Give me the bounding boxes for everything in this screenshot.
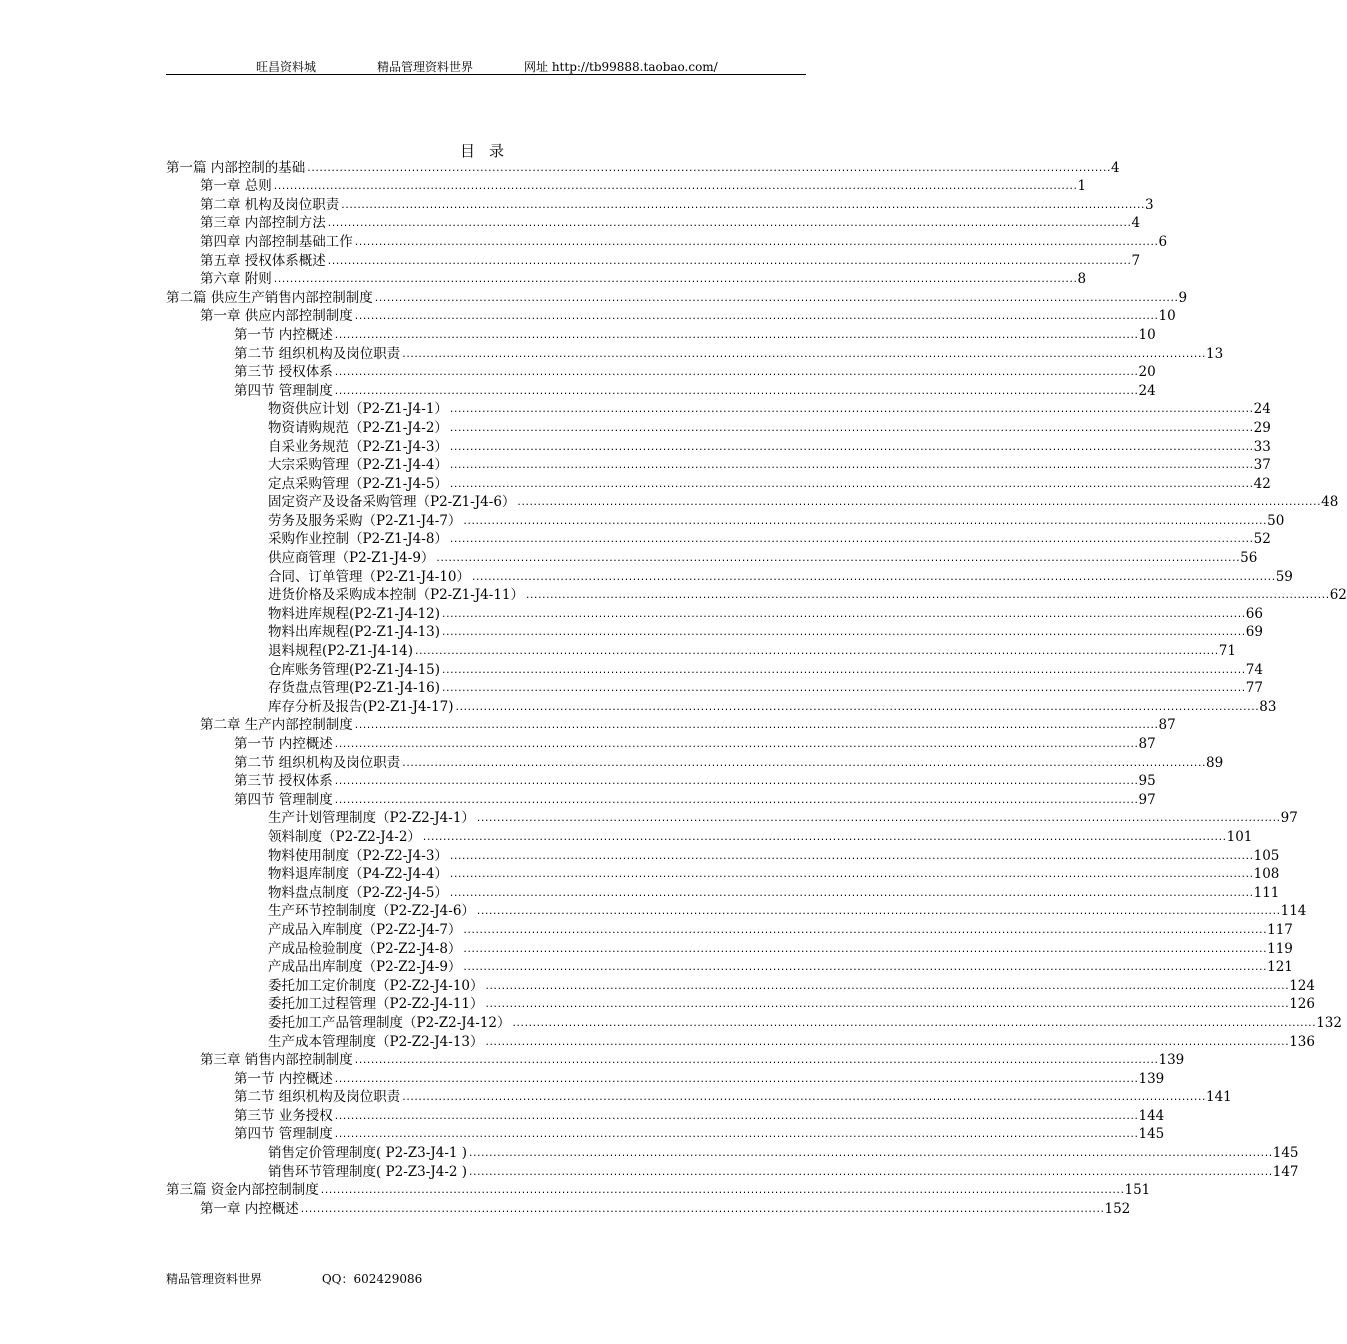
toc-entry-label: 第一节 内控概述: [234, 736, 333, 752]
toc-entry[interactable]: [166, 865, 1280, 884]
toc-dot-leader: ........................................................................................................................................................................................................: [333, 740, 1138, 750]
toc-entry-label: 退料规程(P2-Z1-J4-14): [268, 643, 414, 660]
toc-entry-label: 第一篇 内部控制的基础: [166, 159, 306, 176]
toc-entry-label: 第三节 授权体系: [234, 364, 333, 381]
toc-dot-leader: ........................................................................................................................................................................................................: [471, 572, 1275, 583]
toc-entry-label: 第一节 内控概述: [234, 1070, 333, 1087]
toc-dot-leader: ........................................................................................................................................................................................................: [401, 758, 1205, 769]
toc-entry-label: 第四节 管理制度: [234, 791, 333, 808]
toc-entry[interactable]: [166, 734, 1156, 753]
toc-entry[interactable]: [166, 697, 1277, 716]
toc-entry-label: 物料盘点制度（P2-Z2-J4-5）: [268, 884, 448, 901]
toc-entry-page: 126: [1289, 996, 1315, 1013]
toc-dot-leader: ........................................................................................................................................................................................................: [333, 1111, 1138, 1122]
toc-entry-page: 74: [1245, 661, 1263, 678]
toc-entry-label: 大宗采购管理（P2-Z1-J4-4）: [268, 457, 448, 474]
toc-entry-page: 37: [1253, 457, 1271, 474]
toc-entry-label: 定点采购管理（P2-Z1-J4-5）: [268, 475, 448, 492]
toc-entry[interactable]: [166, 511, 1285, 530]
toc-entry-page: 87: [1158, 717, 1176, 734]
toc-entry-label: 第二篇 供应生产销售内部控制制度: [166, 289, 373, 306]
toc-entry-page: 144: [1138, 1107, 1165, 1124]
toc-entry[interactable]: [166, 530, 1271, 549]
toc-entry[interactable]: [166, 1051, 1185, 1070]
toc-dot-leader: ........................................................................................................................................................................................................: [333, 368, 1138, 379]
toc-entry-label: 自采业务规范（P2-Z1-J4-3）: [268, 438, 448, 455]
toc-entry[interactable]: [166, 772, 1156, 791]
toc-entry-page: 29: [1253, 419, 1271, 436]
toc-entry-label: 生产计划管理制度（P2-Z2-J4-1）: [268, 810, 475, 827]
toc-dot-leader: ........................................................................................................................................................................................................: [353, 312, 1158, 323]
toc-dot-leader: ........................................................................................................................................................................................................: [468, 1167, 1272, 1178]
toc-dot-leader: ........................................................................................................................................................................................................: [421, 832, 1226, 843]
toc-entry-page: 111: [1253, 884, 1280, 901]
toc-entry[interactable]: [166, 958, 1293, 977]
toc-entry[interactable]: [166, 641, 1236, 660]
toc-dot-leader: ........................................................................................................................................................................................................: [333, 386, 1138, 397]
toc-entry-page: 151: [1124, 1182, 1151, 1199]
toc-dot-leader: ........................................................................................................................................................................................................: [462, 925, 1267, 936]
toc-entry-label: 物料进库规程(P2-Z1-J4-12): [268, 605, 441, 622]
toc-entry-label: 销售环节管理制度( P2-Z3-J4-2 ): [268, 1163, 468, 1180]
toc-entry-label: 劳务及服务采购（P2-Z1-J4-7）: [268, 512, 462, 529]
toc-entry-label: 销售定价管理制度( P2-Z3-J4-1 ): [268, 1145, 468, 1162]
toc-entry-page: 6: [1158, 233, 1168, 250]
toc-entry-label: 第二节 组织机构及岗位职责: [234, 345, 401, 362]
toc-dot-leader: ........................................................................................................................................................................................................: [401, 349, 1205, 360]
toc-entry[interactable]: [166, 995, 1315, 1014]
toc-entry-page: 101: [1226, 828, 1253, 845]
toc-entry-label: 第三篇 资金内部控制制度: [166, 1182, 319, 1199]
toc-entry-label: 物资请购规范（P2-Z1-J4-2）: [268, 419, 448, 436]
toc-entry-page: 56: [1240, 550, 1258, 567]
toc-entry-label: 第三章 内部控制方法: [200, 215, 326, 232]
toc-entry[interactable]: [166, 158, 1120, 177]
toc-entry-page: 62: [1329, 587, 1347, 604]
toc-dot-leader: ........................................................................................................................................................................................................: [448, 423, 1253, 434]
toc-entry-label: 第六章 附则: [200, 271, 272, 288]
toc-entry[interactable]: [166, 1032, 1315, 1051]
toc-entry-label: 采购作业控制（P2-Z1-J4-8）: [268, 531, 448, 548]
toc-entry[interactable]: [166, 753, 1224, 772]
toc-dot-leader: ........................................................................................................................................................................................................: [448, 888, 1253, 899]
toc-dot-leader: ........................................................................................................................................................................................................: [441, 684, 1245, 695]
toc-dot-leader: ........................................................................................................................................................................................................: [333, 1130, 1138, 1141]
toc-entry-page: 33: [1253, 438, 1271, 455]
toc-entry[interactable]: [166, 920, 1293, 939]
toc-entry[interactable]: [166, 902, 1307, 921]
toc-dot-leader: ........................................................................................................................................................................................................: [272, 182, 1077, 193]
toc-entry[interactable]: [166, 232, 1168, 251]
toc-entry-label: 第二节 组织机构及岗位职责: [234, 1089, 401, 1106]
toc-dot-leader: ........................................................................................................................................................................................................: [484, 981, 1289, 992]
toc-entry-label: 产成品检验制度（P2-Z2-J4-8）: [268, 940, 462, 957]
toc-dot-leader: ........................................................................................................................................................................................................: [333, 795, 1138, 806]
toc-dot-leader: ........................................................................................................................................................................................................: [441, 609, 1245, 620]
toc-entry[interactable]: [166, 976, 1315, 995]
toc-entry[interactable]: [166, 270, 1087, 289]
toc-entry-label: 第二节 组织机构及岗位职责: [234, 754, 401, 771]
toc-entry-page: 105: [1253, 847, 1280, 864]
toc-entry-label: 第三章 销售内部控制制度: [200, 1052, 353, 1069]
toc-entry-label: 第一节 内控概述: [234, 326, 333, 343]
toc-entry-label: 第四节 管理制度: [234, 1126, 333, 1143]
toc-dot-leader: ........................................................................................................................................................................................................: [448, 461, 1253, 472]
toc-dot-leader: ........................................................................................................................................................................................................: [484, 1037, 1289, 1048]
toc-dot-leader: ........................................................................................................................................................................................................: [448, 535, 1253, 546]
toc-entry-page: 121: [1267, 959, 1293, 976]
toc-entry-label: 库存分析及报告(P2-Z1-J4-17): [268, 698, 454, 715]
toc-title: 目录: [459, 142, 518, 160]
toc-dot-leader: ........................................................................................................................................................................................................: [326, 256, 1131, 267]
toc-entry-page: 77: [1245, 680, 1263, 697]
toc-dot-leader: ........................................................................................................................................................................................................: [448, 405, 1253, 416]
toc-entry-label: 物料出库规程(P2-Z1-J4-13): [268, 624, 441, 641]
toc-entry-label: 供应商管理（P2-Z1-J4-9）: [268, 550, 435, 567]
footer-qq: QQ：602429086: [321, 1272, 423, 1286]
toc-entry-label: 第一章 内控概述: [200, 1200, 299, 1217]
toc-entry[interactable]: [166, 214, 1141, 233]
toc-dot-leader: ........................................................................................................................................................................................................: [414, 647, 1218, 658]
toc-dot-leader: ........................................................................................................................................................................................................: [462, 944, 1267, 955]
toc-entry-page: 139: [1158, 1052, 1185, 1069]
toc-entry[interactable]: [166, 623, 1263, 642]
toc-dot-leader: ........................................................................................................................................................................................................: [333, 777, 1138, 788]
toc-entry[interactable]: [166, 716, 1176, 735]
toc-entry-label: 委托加工产品管理制度（P2-Z2-J4-12）: [268, 1014, 511, 1031]
toc-entry-label: 仓库账务管理(P2-Z1-J4-15): [268, 661, 441, 678]
toc-dot-leader: ........................................................................................................................................................................................................: [441, 628, 1245, 639]
toc-entry-label: 委托加工过程管理（P2-Z2-J4-11）: [268, 996, 484, 1013]
toc-dot-leader: ........................................................................................................................................................................................................: [484, 1000, 1289, 1011]
toc-dot-leader: ........................................................................................................................................................................................................: [435, 554, 1240, 565]
toc-dot-leader: ........................................................................................................................................................................................................: [340, 200, 1144, 211]
page-footer: [166, 1270, 422, 1287]
toc-dot-leader: ........................................................................................................................................................................................................: [353, 1056, 1158, 1067]
page-header: [166, 57, 806, 75]
toc-entry-page: 24: [1253, 401, 1271, 418]
toc-entry-page: 145: [1272, 1145, 1299, 1162]
toc-entry-page: 20: [1138, 364, 1156, 381]
toc-entry-page: 124: [1289, 977, 1315, 994]
toc-entry-page: 108: [1253, 866, 1280, 883]
toc-entry-page: 119: [1267, 940, 1293, 957]
toc-entry[interactable]: [166, 846, 1280, 865]
toc-entry[interactable]: [166, 1013, 1342, 1032]
toc-entry[interactable]: [166, 493, 1339, 512]
toc-dot-leader: ........................................................................................................................................................................................................: [462, 963, 1267, 974]
toc-entry-page: 152: [1104, 1200, 1131, 1217]
toc-entry[interactable]: [166, 1143, 1299, 1162]
header-shop-name: 旺昌资料城: [256, 60, 317, 74]
toc-entry[interactable]: [166, 1162, 1299, 1181]
toc-entry[interactable]: [166, 604, 1263, 623]
toc-entry-label: 生产环节控制制度（P2-Z2-J4-6）: [268, 903, 475, 920]
toc-entry[interactable]: [166, 325, 1156, 344]
toc-entry[interactable]: [166, 1088, 1232, 1107]
toc-entry-page: 3: [1145, 196, 1154, 213]
toc-entry[interactable]: [166, 939, 1293, 958]
toc-entry[interactable]: [166, 660, 1263, 679]
toc-dot-leader: ........................................................................................................................................................................................................: [333, 1074, 1138, 1085]
toc-entry-label: 第三节 业务授权: [234, 1107, 333, 1124]
toc-entry[interactable]: [166, 567, 1293, 586]
toc-entry-label: 产成品入库制度（P2-Z2-J4-7）: [268, 921, 462, 938]
toc-entry[interactable]: [166, 679, 1263, 698]
toc-entry-page: 1: [1077, 178, 1087, 195]
toc-entry[interactable]: [166, 381, 1156, 400]
toc-entry-page: 97: [1138, 791, 1156, 808]
toc-entry-page: 4: [1111, 159, 1120, 176]
toc-dot-leader: ........................................................................................................................................................................................................: [306, 163, 1110, 174]
toc-entry-page: 114: [1280, 903, 1307, 920]
toc-entry-label: 第一章 供应内部控制制度: [200, 308, 353, 325]
toc-entry-page: 95: [1138, 773, 1156, 790]
toc-entry[interactable]: [166, 474, 1271, 493]
toc-entry[interactable]: [166, 456, 1271, 475]
toc-entry-label: 物料使用制度（P2-Z2-J4-3）: [268, 847, 448, 864]
toc-entry[interactable]: [166, 307, 1176, 326]
toc-entry[interactable]: [166, 1181, 1151, 1200]
toc-entry-page: 13: [1206, 345, 1224, 362]
toc-dot-leader: ........................................................................................................................................................................................................: [353, 237, 1158, 248]
toc-entry-page: 136: [1289, 1033, 1315, 1050]
toc-entry[interactable]: [166, 288, 1188, 307]
toc-dot-leader: ........................................................................................................................................................................................................: [448, 870, 1253, 881]
toc-entry[interactable]: [166, 548, 1258, 567]
toc-entry[interactable]: [166, 1106, 1165, 1125]
toc-entry[interactable]: [166, 195, 1154, 214]
toc-entry-page: 4: [1131, 215, 1141, 232]
toc-entry[interactable]: [166, 437, 1271, 456]
header-world-name: 精品管理资料世界: [377, 60, 474, 74]
toc-entry[interactable]: [166, 586, 1347, 605]
toc-entry-page: 145: [1138, 1126, 1165, 1143]
toc-dot-leader: ........................................................................................................................................................................................................: [448, 851, 1253, 862]
toc-dot-leader: ........................................................................................................................................................................................................: [516, 498, 1321, 509]
toc-entry-label: 第四章 内部控制基础工作: [200, 233, 353, 250]
toc-dot-leader: ........................................................................................................................................................................................................: [511, 1018, 1316, 1029]
toc-entry[interactable]: [166, 1069, 1165, 1088]
toc-entry-page: 48: [1321, 494, 1339, 511]
toc-entry-page: 71: [1218, 643, 1236, 660]
toc-dot-leader: ........................................................................................................................................................................................................: [475, 814, 1280, 825]
toc-entry-page: 42: [1253, 475, 1271, 492]
toc-dot-leader: ........................................................................................................................................................................................................: [373, 293, 1178, 304]
toc-dot-leader: ........................................................................................................................................................................................................: [319, 1186, 1124, 1197]
toc-entry[interactable]: [166, 363, 1156, 382]
toc-entry[interactable]: [166, 1125, 1165, 1144]
toc-entry-label: 生产成本管理制度（P2-Z2-J4-13）: [268, 1033, 484, 1050]
toc-dot-leader: ........................................................................................................................................................................................................: [525, 591, 1329, 602]
toc-entry-page: 9: [1178, 289, 1188, 306]
toc-dot-leader: ........................................................................................................................................................................................................: [299, 1204, 1104, 1215]
table-of-contents: [166, 158, 1347, 1218]
toc-entry-page: 147: [1272, 1163, 1299, 1180]
toc-entry-page: 10: [1138, 326, 1156, 343]
toc-entry-label: 固定资产及设备采购管理（P2-Z1-J4-6）: [268, 494, 516, 511]
toc-dot-leader: ........................................................................................................................................................................................................: [462, 516, 1267, 527]
toc-entry[interactable]: [166, 883, 1280, 902]
toc-entry-label: 第二章 生产内部控制制度: [200, 717, 353, 734]
toc-entry-label: 产成品出库制度（P2-Z2-J4-9）: [268, 959, 462, 976]
toc-entry-label: 物料退库制度（P4-Z2-J4-4）: [268, 866, 448, 883]
toc-entry[interactable]: [166, 809, 1298, 828]
toc-entry[interactable]: [166, 251, 1141, 270]
toc-entry-page: 52: [1253, 531, 1271, 548]
toc-dot-leader: ........................................................................................................................................................................................................: [468, 1149, 1272, 1160]
toc-dot-leader: ........................................................................................................................................................................................................: [441, 665, 1245, 676]
toc-dot-leader: ........................................................................................................................................................................................................: [333, 330, 1138, 341]
toc-entry-page: 66: [1245, 605, 1263, 622]
toc-entry-page: 59: [1275, 568, 1293, 585]
toc-entry[interactable]: [166, 177, 1087, 196]
toc-dot-leader: ........................................................................................................................................................................................................: [448, 442, 1253, 453]
toc-entry-page: 83: [1259, 698, 1277, 715]
toc-entry-page: 89: [1206, 754, 1224, 771]
toc-entry-label: 第三节 授权体系: [234, 773, 333, 790]
toc-entry-label: 合同、订单管理（P2-Z1-J4-10）: [268, 568, 471, 585]
toc-entry-label: 第一章 总则: [200, 178, 272, 195]
toc-entry-page: 24: [1138, 382, 1156, 399]
toc-entry-page: 117: [1267, 921, 1293, 938]
toc-entry-label: 第五章 授权体系概述: [200, 252, 326, 269]
toc-entry[interactable]: [166, 400, 1271, 419]
toc-entry-page: 132: [1316, 1014, 1342, 1031]
toc-entry-label: 进货价格及采购成本控制（P2-Z1-J4-11）: [268, 587, 525, 604]
toc-dot-leader: ........................................................................................................................................................................................................: [454, 702, 1259, 713]
toc-dot-leader: ........................................................................................................................................................................................................: [401, 1093, 1205, 1104]
toc-entry-label: 委托加工定价制度（P2-Z2-J4-10）: [268, 977, 484, 994]
toc-dot-leader: ........................................................................................................................................................................................................: [353, 721, 1158, 732]
toc-entry[interactable]: [166, 418, 1271, 437]
toc-entry[interactable]: [166, 790, 1156, 809]
toc-dot-leader: ........................................................................................................................................................................................................: [475, 907, 1280, 918]
toc-entry-page: 87: [1138, 736, 1156, 752]
toc-entry[interactable]: [166, 1199, 1131, 1218]
toc-entry-label: 存货盘点管理(P2-Z1-J4-16): [268, 680, 441, 697]
header-url[interactable]: 网址 http://tb99888.taobao.com/: [524, 60, 718, 74]
toc-entry-page: 69: [1245, 624, 1263, 641]
toc-entry-page: 139: [1138, 1070, 1165, 1087]
toc-dot-leader: ........................................................................................................................................................................................................: [326, 219, 1131, 230]
toc-entry-page: 97: [1280, 810, 1298, 827]
toc-entry[interactable]: [166, 344, 1224, 363]
toc-entry-label: 第二章 机构及岗位职责: [200, 196, 340, 213]
footer-left-text: 精品管理资料世界: [166, 1272, 263, 1286]
toc-dot-leader: ........................................................................................................................................................................................................: [272, 275, 1077, 286]
toc-entry-label: 第四节 管理制度: [234, 382, 333, 399]
toc-entry-page: 10: [1158, 308, 1176, 325]
toc-entry-label: 领料制度（P2-Z2-J4-2）: [268, 828, 421, 845]
toc-entry-page: 50: [1267, 512, 1285, 529]
toc-entry-page: 141: [1206, 1089, 1232, 1106]
toc-entry-label: 物资供应计划（P2-Z1-J4-1）: [268, 401, 448, 418]
toc-entry-page: 7: [1131, 252, 1141, 269]
toc-entry[interactable]: [166, 827, 1253, 846]
toc-dot-leader: ........................................................................................................................................................................................................: [448, 479, 1253, 490]
toc-entry-page: 8: [1077, 271, 1087, 288]
